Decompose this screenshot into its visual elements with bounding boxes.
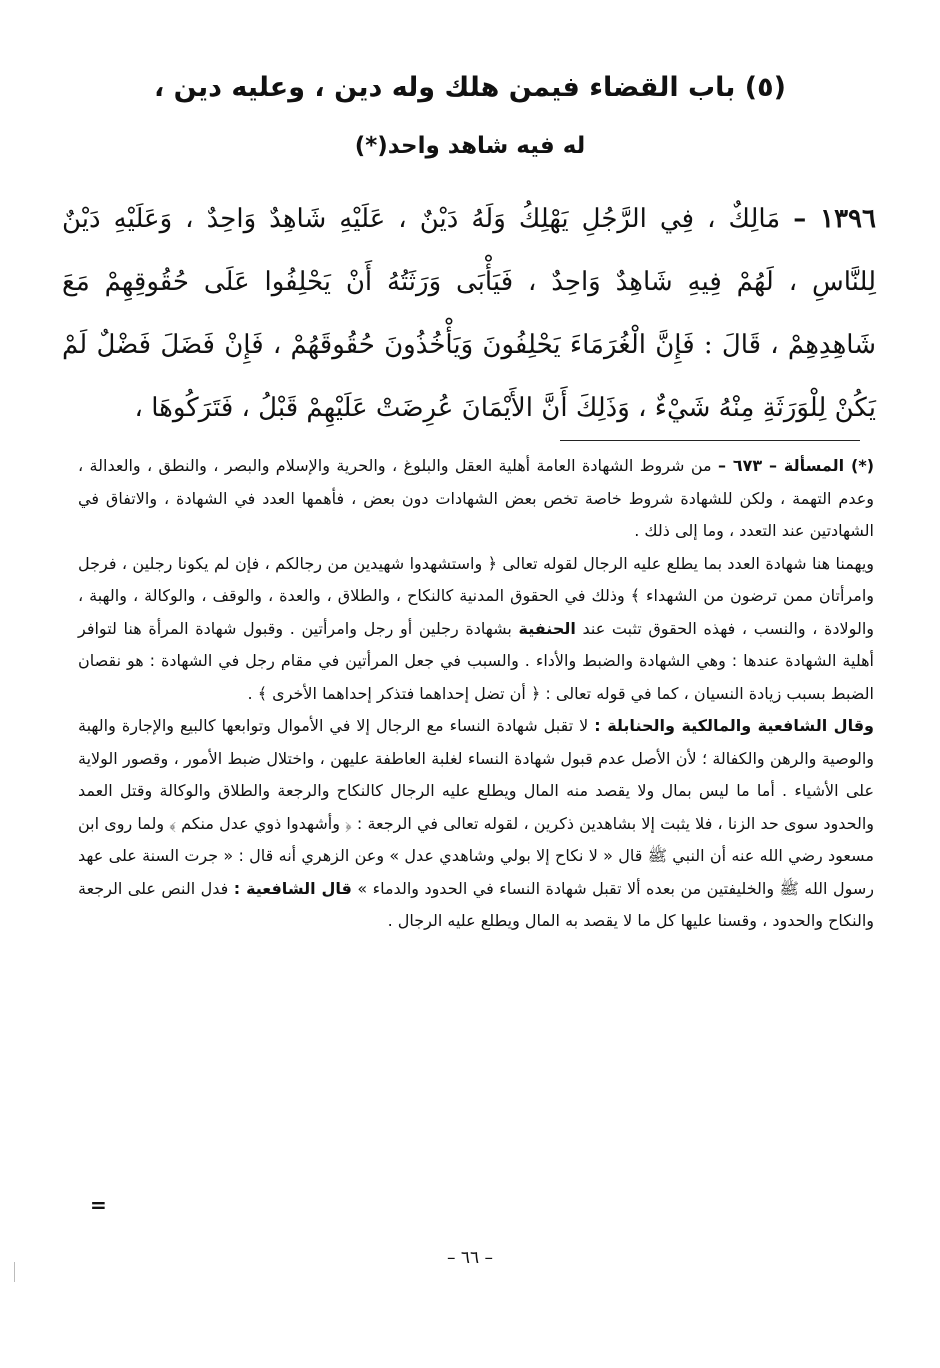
footnote-paragraph [78, 450, 874, 548]
footnote-text: فدل النص على الرجعة والنكاح والحدود ، وقسنا عليها كل ما لا يقصد به المال ويطلع عليه الرجال . [78, 878, 874, 930]
footnote-text: لا تقبل شهادة النساء مع الرجال إلا في الأموال وتوابعها كالبيع والإجارة والهبة والوصية والرهن والكفالة ؛ لأن الأصل عدم قبول شهادة النساء لغلبة العاطفة عليهن ، واختلال ضبط الأمور ، وقصور الولاية على الأشياء . أما ما ليس بمال ولا يقصد منه المال ويطلع عليه الرجال كالنكاح والرجعة والطلاق والوكالة وقتل العمد والحدود سوى حد الزنا ، فلا يثبت إلا بشاهدين ذكرين ، لقوله تعالى في الرجعة : ﴿ وأشهدوا ذوي عدل منكم ﴾ ولما روى ابن مسعود رضي الله عنه أن النبي ﷺ قال « لا نكاح إلا بولي وشاهدي عدل » وعن الزهري أنه قال : « جرت السنة على عهد رسول الله ﷺ والخليفتين من بعده ألا تقبل شهادة النساء في الحدود والدماء » [78, 716, 874, 898]
page-number: – ٦٦ – [446, 1248, 494, 1268]
footnote-paragraph [78, 548, 874, 711]
hadith-text [62, 188, 876, 440]
footnote-text: ويهمنا هنا شهادة العدد بما يطلع عليه الرجال لقوله تعالى ﴿ واستشهدوا شهيدين من رجالكم ، فإن لم يكونا رجلين ، فرجل وامرأتان ممن ترضون من الشهداء ﴾ وذلك في الحقوق المدنية كالنكاح ، والطلاق ، والعدة ، والوقف ، والوكالة ، والهبة ، والولادة ، والنسب ، فهذه الحقوق تثبت عند [78, 553, 874, 638]
footnote-text: من شروط الشهادة العامة أهلية العقل والبلوغ ، والحرية والإسلام والبصر ، والنطق ، والعدالة ، وعدم التهمة ، ولكن للشهادة شروط خاصة تخص بعض الشهادات دون بعض ، فأهمها العدد في الشهادة ، والاتفاق في الشهادتين عند التعدد ، وما إلى ذلك . [78, 456, 874, 540]
footnote-text: بشهادة رجلين أو رجل وامرأتين . وقبول شهادة المرأة هنا لتوافر أهلية الشهادة عندها : وهي الشهادة والضبط والأداء . والسبب في جعل المرأتين في مقام رجل في الشهادة : هو نقصان الضبط بسبب زيادة النسيان ، كما في قوله تعالى : ﴿ أن تضل إحداهما فتذكر إحداهما الأخرى ﴾ . [78, 618, 874, 703]
footnote-paragraph [78, 710, 874, 938]
chapter-title: (٥) باب القضاء فيمن هلك وله دين ، وعليه دين ، [154, 72, 786, 103]
chapter-subtitle: له فيه شاهد واحد(*) [354, 133, 586, 159]
school-names: وقال الشافعية والمالكية والحنابلة : [594, 716, 874, 735]
school-name-shafii: قال الشافعية : [233, 878, 352, 898]
footnote-marker: (*) المسألة – ٦٧٣ – [718, 456, 875, 475]
footnote [78, 450, 874, 938]
school-name-hanafiyya: الحنفية [518, 618, 576, 638]
hadith-number: ١٣٩٦ – [793, 204, 876, 234]
footnote-separator [560, 440, 860, 441]
margin-mark [14, 1262, 15, 1282]
continuation-mark: = [90, 1193, 107, 1217]
hadith-body: مَالِكٌ ، فِي الرَّجُلِ يَهْلِكُ وَلَهُ دَيْنٌ ، عَلَيْهِ شَاهِدٌ وَاحِدٌ ، وَعَلَيْهِ دَيْنٌ لِلنَّاسِ ، لَهُمْ فِيهِ شَاهِدٌ وَاحِدٌ ، فَيَأْبَى وَرَثَتُهُ أَنْ يَحْلِفُوا عَلَى حُقُوقِهِمْ مَعَ شَاهِدِهِمْ ، قَالَ : فَإِنَّ الْغُرَمَاءَ يَحْلِفُونَ وَيَأْخُذُونَ حُقُوقَهُمْ ، فَإِنْ فَضَلَ فَضْلٌ لَمْ يَكُنْ لِلْوَرَثَةِ مِنْهُ شَيْءٌ ، وَذَلِكَ أَنَّ الأَيْمَانَ عُرِضَتْ عَلَيْهِمْ قَبْلُ ، فَتَرَكُوهَا ، [62, 204, 876, 423]
